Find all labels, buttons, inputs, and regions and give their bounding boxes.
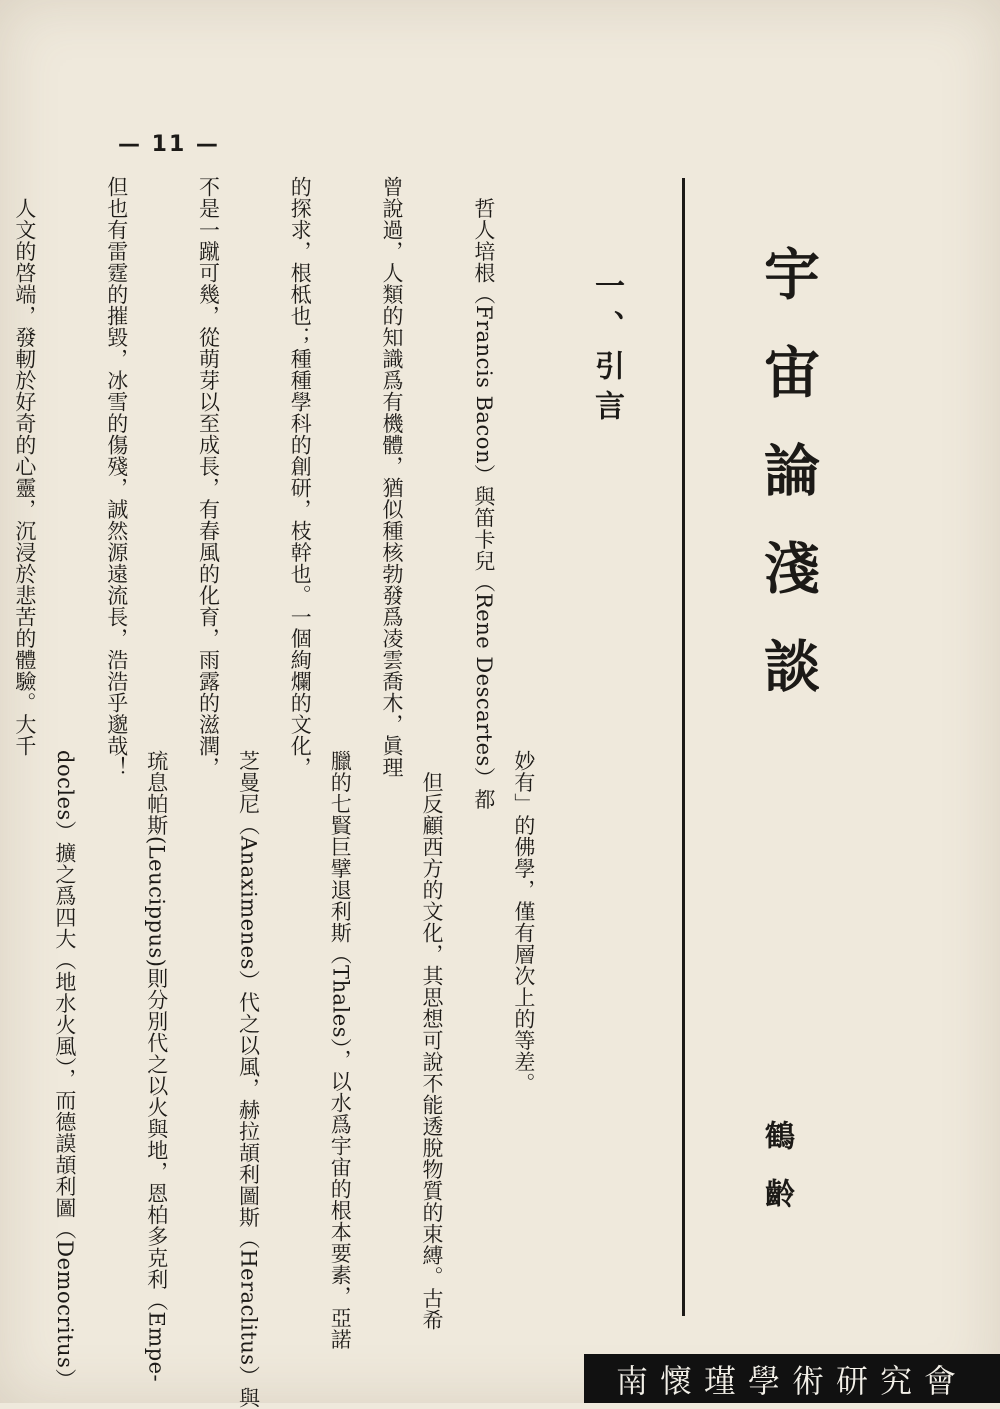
text-line: docles）擴之爲四大（地水火風），而德謨頡利圖（Democritus） xyxy=(52,750,77,1390)
body-text-lower xyxy=(52,750,600,1409)
text-line: 不是一蹴可幾，從萌芽以至成長，有春風的化育，雨露的滋潤， xyxy=(196,176,221,778)
article-title: 宇宙論淺談 xyxy=(755,245,821,735)
author-name: 鶴齡 xyxy=(759,1120,794,1236)
text-line: 的探求，根柢也；種種學科的創研，枝幹也。一個絢爛的文化， xyxy=(288,176,313,778)
vertical-divider xyxy=(682,178,685,1316)
text-line: 曾說過，人類的知識爲有機體，猶似種核勃發爲凌雲喬木，眞理 xyxy=(380,176,405,778)
text-line: 芝曼尼（Anaximenes）代之以風，赫拉頡利圖斯（Heraclitus）與 xyxy=(236,750,261,1409)
text-line: 但反顧西方的文化，其思想可說不能透脫物質的束縛。古希 xyxy=(420,750,445,1331)
text-line: 哲人培根（Francis Bacon）與笛卡兒（Rene Descartes）都 xyxy=(471,176,496,810)
watermark-text: 南懷瑾學術研究會 xyxy=(615,1361,968,1400)
text-line: 臘的七賢巨擘退利斯（Thales），以水爲宇宙的根本要素，亞諾 xyxy=(328,750,353,1350)
page-number: — 11 — xyxy=(118,132,220,157)
text-line: 但也有雷霆的摧毀，冰雪的傷殘，誠然源遠流長，浩浩乎邈哉！ xyxy=(104,176,129,778)
watermark-band xyxy=(584,1354,1000,1403)
text-line: 妙有」的佛學，僅有層次上的等差。 xyxy=(511,750,536,1094)
text-line: 琉息帕斯(Leucippus)則分別代之以火與地，恩柏多克利（Empe- xyxy=(144,750,169,1383)
text-line: 人文的啓端，發軔於好奇的心靈，沉浸於悲苦的體驗。大千 xyxy=(12,176,37,757)
body-text-upper xyxy=(12,176,560,810)
section-heading: 一、引言 xyxy=(589,270,624,430)
